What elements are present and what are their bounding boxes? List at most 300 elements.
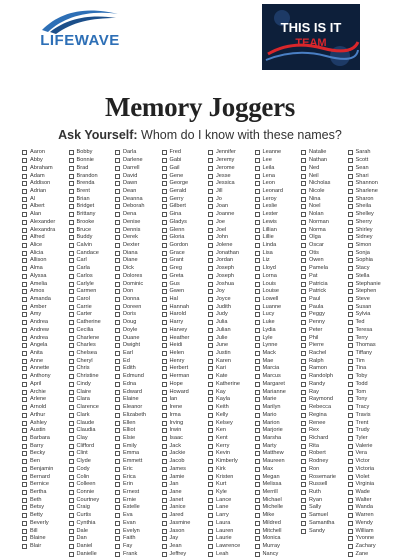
checkbox-icon[interactable] [301,197,306,202]
name-list-item[interactable] [348,496,395,504]
checkbox-icon[interactable] [255,490,260,495]
name-list-item[interactable] [69,188,116,196]
name-list-item[interactable] [255,473,302,481]
checkbox-icon[interactable] [255,189,260,194]
name-list-item[interactable] [162,211,209,219]
name-list-item[interactable] [208,411,255,419]
checkbox-icon[interactable] [255,251,260,256]
checkbox-icon[interactable] [208,366,213,371]
checkbox-icon[interactable] [22,312,27,317]
name-list-item[interactable] [162,342,209,350]
checkbox-icon[interactable] [348,482,353,487]
name-list-item[interactable] [301,234,348,242]
name-list-item[interactable] [301,203,348,211]
checkbox-icon[interactable] [69,181,74,186]
name-list-item[interactable] [255,342,302,350]
name-list-item[interactable] [208,188,255,196]
name-list-item[interactable] [162,164,209,172]
checkbox-icon[interactable] [208,428,213,433]
name-list-item[interactable] [301,288,348,296]
checkbox-icon[interactable] [115,436,120,441]
checkbox-icon[interactable] [162,366,167,371]
checkbox-icon[interactable] [22,513,27,518]
checkbox-icon[interactable] [348,289,353,294]
name-list-item[interactable] [162,550,209,558]
name-list-item[interactable] [208,404,255,412]
name-list-item[interactable] [22,473,69,481]
name-list-item[interactable] [255,242,302,250]
name-list-item[interactable] [115,496,162,504]
name-list-item[interactable] [255,172,302,180]
checkbox-icon[interactable] [162,475,167,480]
checkbox-icon[interactable] [208,243,213,248]
name-list-item[interactable] [22,157,69,165]
checkbox-icon[interactable] [208,181,213,186]
name-list-item[interactable] [255,527,302,535]
checkbox-icon[interactable] [348,428,353,433]
checkbox-icon[interactable] [208,436,213,441]
checkbox-icon[interactable] [208,336,213,341]
checkbox-icon[interactable] [162,513,167,518]
checkbox-icon[interactable] [162,289,167,294]
checkbox-icon[interactable] [69,390,74,395]
checkbox-icon[interactable] [348,505,353,510]
checkbox-icon[interactable] [301,405,306,410]
checkbox-icon[interactable] [208,382,213,387]
checkbox-icon[interactable] [69,158,74,163]
name-list-item[interactable] [115,280,162,288]
checkbox-icon[interactable] [208,166,213,171]
name-list-item[interactable] [162,273,209,281]
name-list-item[interactable] [301,311,348,319]
checkbox-icon[interactable] [208,405,213,410]
checkbox-icon[interactable] [301,413,306,418]
checkbox-icon[interactable] [162,282,167,287]
checkbox-icon[interactable] [348,521,353,526]
name-list-item[interactable] [348,195,395,203]
name-list-item[interactable] [69,435,116,443]
checkbox-icon[interactable] [208,459,213,464]
name-list-item[interactable] [301,427,348,435]
name-list-item[interactable] [22,180,69,188]
name-list-item[interactable] [22,211,69,219]
checkbox-icon[interactable] [301,529,306,534]
name-list-item[interactable] [255,388,302,396]
name-list-item[interactable] [162,334,209,342]
name-list-item[interactable] [348,303,395,311]
checkbox-icon[interactable] [115,467,120,472]
checkbox-icon[interactable] [22,382,27,387]
name-list-item[interactable] [348,211,395,219]
name-list-item[interactable] [69,172,116,180]
name-list-item[interactable] [22,242,69,250]
name-list-item[interactable] [348,458,395,466]
checkbox-icon[interactable] [115,459,120,464]
checkbox-icon[interactable] [69,297,74,302]
checkbox-icon[interactable] [115,266,120,271]
name-list-item[interactable] [301,450,348,458]
checkbox-icon[interactable] [255,421,260,426]
name-list-item[interactable] [162,381,209,389]
checkbox-icon[interactable] [208,197,213,202]
name-list-item[interactable] [301,296,348,304]
name-list-item[interactable] [208,342,255,350]
name-list-item[interactable] [208,311,255,319]
checkbox-icon[interactable] [301,351,306,356]
checkbox-icon[interactable] [301,174,306,179]
checkbox-icon[interactable] [348,459,353,464]
checkbox-icon[interactable] [348,150,353,155]
name-list-item[interactable] [301,188,348,196]
checkbox-icon[interactable] [301,274,306,279]
checkbox-icon[interactable] [255,312,260,317]
name-list-item[interactable] [255,226,302,234]
name-list-item[interactable] [115,458,162,466]
checkbox-icon[interactable] [301,328,306,333]
name-list-item[interactable] [255,303,302,311]
name-list-item[interactable] [162,242,209,250]
checkbox-icon[interactable] [255,181,260,186]
checkbox-icon[interactable] [348,366,353,371]
checkbox-icon[interactable] [22,428,27,433]
name-list-item[interactable] [348,327,395,335]
name-list-item[interactable] [22,257,69,265]
name-list-item[interactable] [22,280,69,288]
checkbox-icon[interactable] [162,436,167,441]
name-list-item[interactable] [115,489,162,497]
name-list-item[interactable] [162,458,209,466]
checkbox-icon[interactable] [348,467,353,472]
name-list-item[interactable] [348,288,395,296]
name-list-item[interactable] [208,280,255,288]
name-list-item[interactable] [115,257,162,265]
name-list-item[interactable] [208,535,255,543]
name-list-item[interactable] [69,303,116,311]
name-list-item[interactable] [301,342,348,350]
checkbox-icon[interactable] [115,305,120,310]
checkbox-icon[interactable] [69,251,74,256]
name-list-item[interactable] [348,543,395,551]
name-list-item[interactable] [162,188,209,196]
checkbox-icon[interactable] [22,166,27,171]
name-list-item[interactable] [162,373,209,381]
checkbox-icon[interactable] [22,150,27,155]
checkbox-icon[interactable] [208,451,213,456]
name-list-item[interactable] [162,288,209,296]
checkbox-icon[interactable] [208,467,213,472]
checkbox-icon[interactable] [162,397,167,402]
checkbox-icon[interactable] [255,282,260,287]
checkbox-icon[interactable] [255,444,260,449]
checkbox-icon[interactable] [22,158,27,163]
name-list-item[interactable] [22,218,69,226]
name-list-item[interactable] [208,257,255,265]
name-list-item[interactable] [115,296,162,304]
name-list-item[interactable] [115,218,162,226]
name-list-item[interactable] [115,550,162,558]
checkbox-icon[interactable] [69,220,74,225]
checkbox-icon[interactable] [115,297,120,302]
checkbox-icon[interactable] [348,274,353,279]
checkbox-icon[interactable] [301,289,306,294]
checkbox-icon[interactable] [301,382,306,387]
checkbox-icon[interactable] [301,436,306,441]
checkbox-icon[interactable] [255,505,260,510]
checkbox-icon[interactable] [22,467,27,472]
checkbox-icon[interactable] [22,451,27,456]
name-list-item[interactable] [348,257,395,265]
checkbox-icon[interactable] [115,251,120,256]
checkbox-icon[interactable] [348,529,353,534]
name-list-item[interactable] [115,211,162,219]
name-list-item[interactable] [301,265,348,273]
checkbox-icon[interactable] [255,328,260,333]
name-list-item[interactable] [208,242,255,250]
checkbox-icon[interactable] [301,444,306,449]
name-list-item[interactable] [162,504,209,512]
checkbox-icon[interactable] [22,328,27,333]
name-list-item[interactable] [301,465,348,473]
checkbox-icon[interactable] [208,421,213,426]
checkbox-icon[interactable] [208,536,213,541]
name-list-item[interactable] [22,311,69,319]
checkbox-icon[interactable] [22,490,27,495]
checkbox-icon[interactable] [22,413,27,418]
name-list-item[interactable] [69,257,116,265]
name-list-item[interactable] [162,411,209,419]
name-list-item[interactable] [348,419,395,427]
checkbox-icon[interactable] [115,359,120,364]
name-list-item[interactable] [255,149,302,157]
checkbox-icon[interactable] [69,536,74,541]
checkbox-icon[interactable] [162,490,167,495]
name-list-item[interactable] [115,442,162,450]
checkbox-icon[interactable] [255,336,260,341]
name-list-item[interactable] [69,504,116,512]
checkbox-icon[interactable] [208,282,213,287]
name-list-item[interactable] [115,303,162,311]
checkbox-icon[interactable] [115,529,120,534]
name-list-item[interactable] [208,149,255,157]
name-list-item[interactable] [255,296,302,304]
name-list-item[interactable] [208,211,255,219]
checkbox-icon[interactable] [348,336,353,341]
name-list-item[interactable] [301,473,348,481]
name-list-item[interactable] [255,280,302,288]
name-list-item[interactable] [255,180,302,188]
checkbox-icon[interactable] [22,444,27,449]
name-list-item[interactable] [115,311,162,319]
name-list-item[interactable] [115,172,162,180]
name-list-item[interactable] [208,234,255,242]
checkbox-icon[interactable] [162,312,167,317]
checkbox-icon[interactable] [22,397,27,402]
name-list-item[interactable] [301,411,348,419]
name-list-item[interactable] [69,458,116,466]
checkbox-icon[interactable] [22,305,27,310]
name-list-item[interactable] [22,296,69,304]
name-list-item[interactable] [208,396,255,404]
checkbox-icon[interactable] [162,166,167,171]
checkbox-icon[interactable] [115,336,120,341]
checkbox-icon[interactable] [301,374,306,379]
name-list-item[interactable] [162,481,209,489]
checkbox-icon[interactable] [162,297,167,302]
name-list-item[interactable] [69,234,116,242]
checkbox-icon[interactable] [115,282,120,287]
name-list-item[interactable] [69,357,116,365]
name-list-item[interactable] [69,149,116,157]
name-list-item[interactable] [69,296,116,304]
checkbox-icon[interactable] [255,197,260,202]
name-list-item[interactable] [301,435,348,443]
checkbox-icon[interactable] [69,382,74,387]
name-list-item[interactable] [22,350,69,358]
name-list-item[interactable] [255,381,302,389]
name-list-item[interactable] [301,527,348,535]
name-list-item[interactable] [255,458,302,466]
checkbox-icon[interactable] [208,521,213,526]
name-list-item[interactable] [301,496,348,504]
name-list-item[interactable] [115,327,162,335]
name-list-item[interactable] [255,550,302,558]
checkbox-icon[interactable] [69,274,74,279]
name-list-item[interactable] [255,164,302,172]
checkbox-icon[interactable] [69,498,74,503]
name-list-item[interactable] [22,288,69,296]
name-list-item[interactable] [348,226,395,234]
name-list-item[interactable] [301,319,348,327]
checkbox-icon[interactable] [162,174,167,179]
checkbox-icon[interactable] [208,328,213,333]
checkbox-icon[interactable] [162,305,167,310]
name-list-item[interactable] [348,218,395,226]
checkbox-icon[interactable] [69,336,74,341]
name-list-item[interactable] [22,195,69,203]
checkbox-icon[interactable] [301,451,306,456]
checkbox-icon[interactable] [348,390,353,395]
name-list-item[interactable] [162,218,209,226]
checkbox-icon[interactable] [115,212,120,217]
checkbox-icon[interactable] [69,490,74,495]
name-list-item[interactable] [255,257,302,265]
checkbox-icon[interactable] [162,158,167,163]
checkbox-icon[interactable] [301,312,306,317]
checkbox-icon[interactable] [348,552,353,557]
checkbox-icon[interactable] [348,544,353,549]
checkbox-icon[interactable] [69,421,74,426]
checkbox-icon[interactable] [208,158,213,163]
name-list-item[interactable] [255,195,302,203]
name-list-item[interactable] [22,234,69,242]
checkbox-icon[interactable] [208,505,213,510]
checkbox-icon[interactable] [162,320,167,325]
name-list-item[interactable] [162,450,209,458]
checkbox-icon[interactable] [162,328,167,333]
name-list-item[interactable] [162,512,209,520]
checkbox-icon[interactable] [115,382,120,387]
name-list-item[interactable] [22,481,69,489]
name-list-item[interactable] [162,180,209,188]
checkbox-icon[interactable] [348,166,353,171]
checkbox-icon[interactable] [208,544,213,549]
checkbox-icon[interactable] [22,251,27,256]
name-list-item[interactable] [255,450,302,458]
name-list-item[interactable] [22,342,69,350]
name-list-item[interactable] [115,481,162,489]
name-list-item[interactable] [115,388,162,396]
checkbox-icon[interactable] [208,266,213,271]
name-list-item[interactable] [255,435,302,443]
name-list-item[interactable] [69,164,116,172]
name-list-item[interactable] [162,543,209,551]
name-list-item[interactable] [348,149,395,157]
name-list-item[interactable] [69,427,116,435]
name-list-item[interactable] [69,489,116,497]
name-list-item[interactable] [115,520,162,528]
name-list-item[interactable] [208,319,255,327]
name-list-item[interactable] [115,435,162,443]
name-list-item[interactable] [208,303,255,311]
name-list-item[interactable] [69,180,116,188]
checkbox-icon[interactable] [162,235,167,240]
name-list-item[interactable] [69,288,116,296]
checkbox-icon[interactable] [348,312,353,317]
name-list-item[interactable] [348,381,395,389]
checkbox-icon[interactable] [162,274,167,279]
name-list-item[interactable] [301,195,348,203]
checkbox-icon[interactable] [115,513,120,518]
checkbox-icon[interactable] [255,289,260,294]
name-list-item[interactable] [255,350,302,358]
name-list-item[interactable] [255,411,302,419]
checkbox-icon[interactable] [208,475,213,480]
name-list-item[interactable] [255,327,302,335]
checkbox-icon[interactable] [115,197,120,202]
checkbox-icon[interactable] [115,428,120,433]
checkbox-icon[interactable] [162,204,167,209]
checkbox-icon[interactable] [255,343,260,348]
checkbox-icon[interactable] [301,390,306,395]
name-list-item[interactable] [348,411,395,419]
checkbox-icon[interactable] [69,505,74,510]
checkbox-icon[interactable] [69,397,74,402]
name-list-item[interactable] [255,427,302,435]
checkbox-icon[interactable] [255,305,260,310]
name-list-item[interactable] [115,419,162,427]
name-list-item[interactable] [208,226,255,234]
name-list-item[interactable] [115,450,162,458]
name-list-item[interactable] [22,411,69,419]
checkbox-icon[interactable] [69,544,74,549]
name-list-item[interactable] [301,249,348,257]
checkbox-icon[interactable] [255,150,260,155]
name-list-item[interactable] [69,520,116,528]
checkbox-icon[interactable] [208,289,213,294]
checkbox-icon[interactable] [301,243,306,248]
checkbox-icon[interactable] [22,374,27,379]
checkbox-icon[interactable] [301,235,306,240]
name-list-item[interactable] [348,188,395,196]
checkbox-icon[interactable] [69,266,74,271]
name-list-item[interactable] [255,543,302,551]
checkbox-icon[interactable] [22,220,27,225]
checkbox-icon[interactable] [22,405,27,410]
checkbox-icon[interactable] [162,390,167,395]
name-list-item[interactable] [115,265,162,273]
checkbox-icon[interactable] [255,552,260,557]
checkbox-icon[interactable] [69,174,74,179]
